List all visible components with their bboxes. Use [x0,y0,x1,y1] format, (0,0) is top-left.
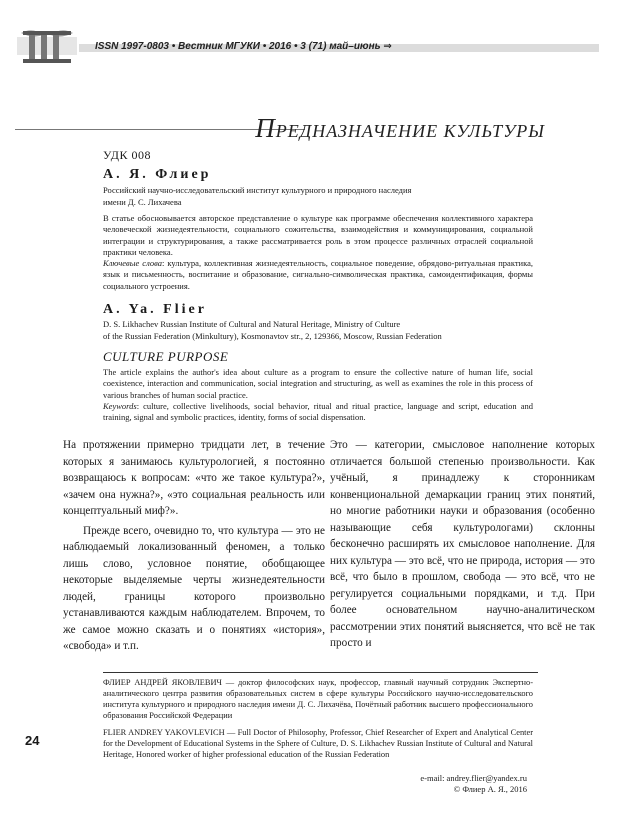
author-en: A. Ya. Flier [103,302,207,317]
affiliation-en-line-1: D. S. Likhachev Russian Institute of Cultural and Natural Heritage, Ministry of Culture [103,319,401,329]
body-paragraph: Это — категории, смысловое наполнение которых отличается большой степенью произвольности. Как учёный, я принадлежу к сторонникам конвенциональной демаркации границ этих понятий, но многие работники науки и образования (особенно называющие себя культурологами) склонны бесконечно расширять их смысловое наполнение. Для них культура — это всё, что не природа, история — это всё, что было в прошлом, свобода — это всё, что не регулируется социальными порядками, и т.д. При более основательном научно-аналитическом рассмотрении этих понятий выясняется, что всё не так просто и [330,439,595,649]
author-ru: А. Я. Флиер [103,167,212,182]
journal-header [15,39,599,55]
abstract-en [103,367,533,423]
affiliation-en [103,318,543,342]
body-paragraph: На протяжении примерно тридцати лет, в течение которых я занимаюсь культурологией, я постоянно возвращаюсь к вопросам: «что же такое культура?», «зачем она нужна?», «это социальная реальность или концептуальный миф?». [63,439,325,517]
body-column-left [63,437,325,655]
affiliation-ru-line-1: Российский научно-исследовательский институт культурного и природного наследия [103,185,412,195]
affiliation-ru-line-2: имени Д. С. Лихачева [103,197,182,207]
abstract-ru [103,213,533,292]
page-number: 24 [25,733,40,748]
keywords-ru-label: Ключевые слова [103,258,163,269]
column-ornament-icon [15,27,79,65]
author-bio-en: FLIER ANDREY YAKOVLEVICH — Full Doctor of Philosophy, Professor, Chief Researcher of Expert and Analytical Center for the Development of Educational Systems in the Sphere of Culture, D. S. Likhachev Russian Institute of Cultural and Natural Heritage, Honored worker of higher professional education of the Russian Federation [103,728,533,759]
header-text: ISSN 1997-0803 • Вестник МГУКИ • 2016 • 3 (71) май–июнь ⇒ [95,41,392,52]
title-rest: РЕДНАЗНАЧЕНИЕ КУЛЬТУРЫ [275,121,545,141]
bio-rule [103,672,538,673]
author-bio-ru: ФЛИЕР АНДРЕЙ ЯКОВЛЕВИЧ — доктор философских наук, профессор, главный научный сотрудник Экспертно-аналитического центра развития образовательных систем в сфере культуры Российского научно-исследовательского института культурного и природного наследия имени Д. С. Лихачёва, Почётный работник высшего профессионального образования Российской Федерации [103,678,533,720]
author-email[interactable]: e-mail: andrey.flier@yandex.ru [420,773,527,783]
keywords-ru: : культура, коллективная жизнедеятельность, социальное поведение, обрядово-ритуальная практика, язык и письменность, воспитание и образование, сигнально-символическая практика, самоидентификация, формы социального устроения. [103,258,533,291]
title-initial: П [255,113,276,143]
abstract-ru-text: В статье обосновывается авторское представление о культуре как программе обеспечения коллективного характера человеческой жизнедеятельности, социального сожительства, взаимодействия и коммуницирования, социальной интеграции и структурирования, а также рассматривается роль в этом процессе различных отраслей социальной практики человека. [103,213,533,257]
keywords-en-label: Keywords [103,400,137,411]
affiliation-en-line-2: of the Russian Federation (Minkultury), Kosmonavtov str., 2, 129366, Moscow, Russian Federation [103,331,442,341]
affiliation-ru [103,184,523,208]
body-paragraph: Прежде всего, очевидно то, что культура — это не наблюдаемый локализованный феномен, а только лишь слово, условное понятие, обобщающее некоторые выделяемые черты жизнедеятельности людей, границы которого произвольно устанавливаются каждым наблюдателем. Впрочем, то же самое можно сказать и о понятиях «история», «свобода» и т.п. [63,524,325,652]
udk-code: УДК 008 [103,148,151,162]
abstract-en-text: The article explains the author's idea about culture as a program to ensure the collective nature of human life, social coexistence, interaction and communication, social integration and structuring, as well as examines the role in this process of various branches of human social practice. [103,367,533,400]
body-column-right [330,437,595,652]
copyright: © Флиер А. Я., 2016 [453,784,527,794]
article-title [255,113,545,144]
title-en: CULTURE PURPOSE [103,349,229,364]
keywords-en: : culture, collective livelihoods, social behavior, ritual and ritual practice, language and script, education and training, signal and symbolic practices, identity, forms of social dispensation. [103,400,533,423]
